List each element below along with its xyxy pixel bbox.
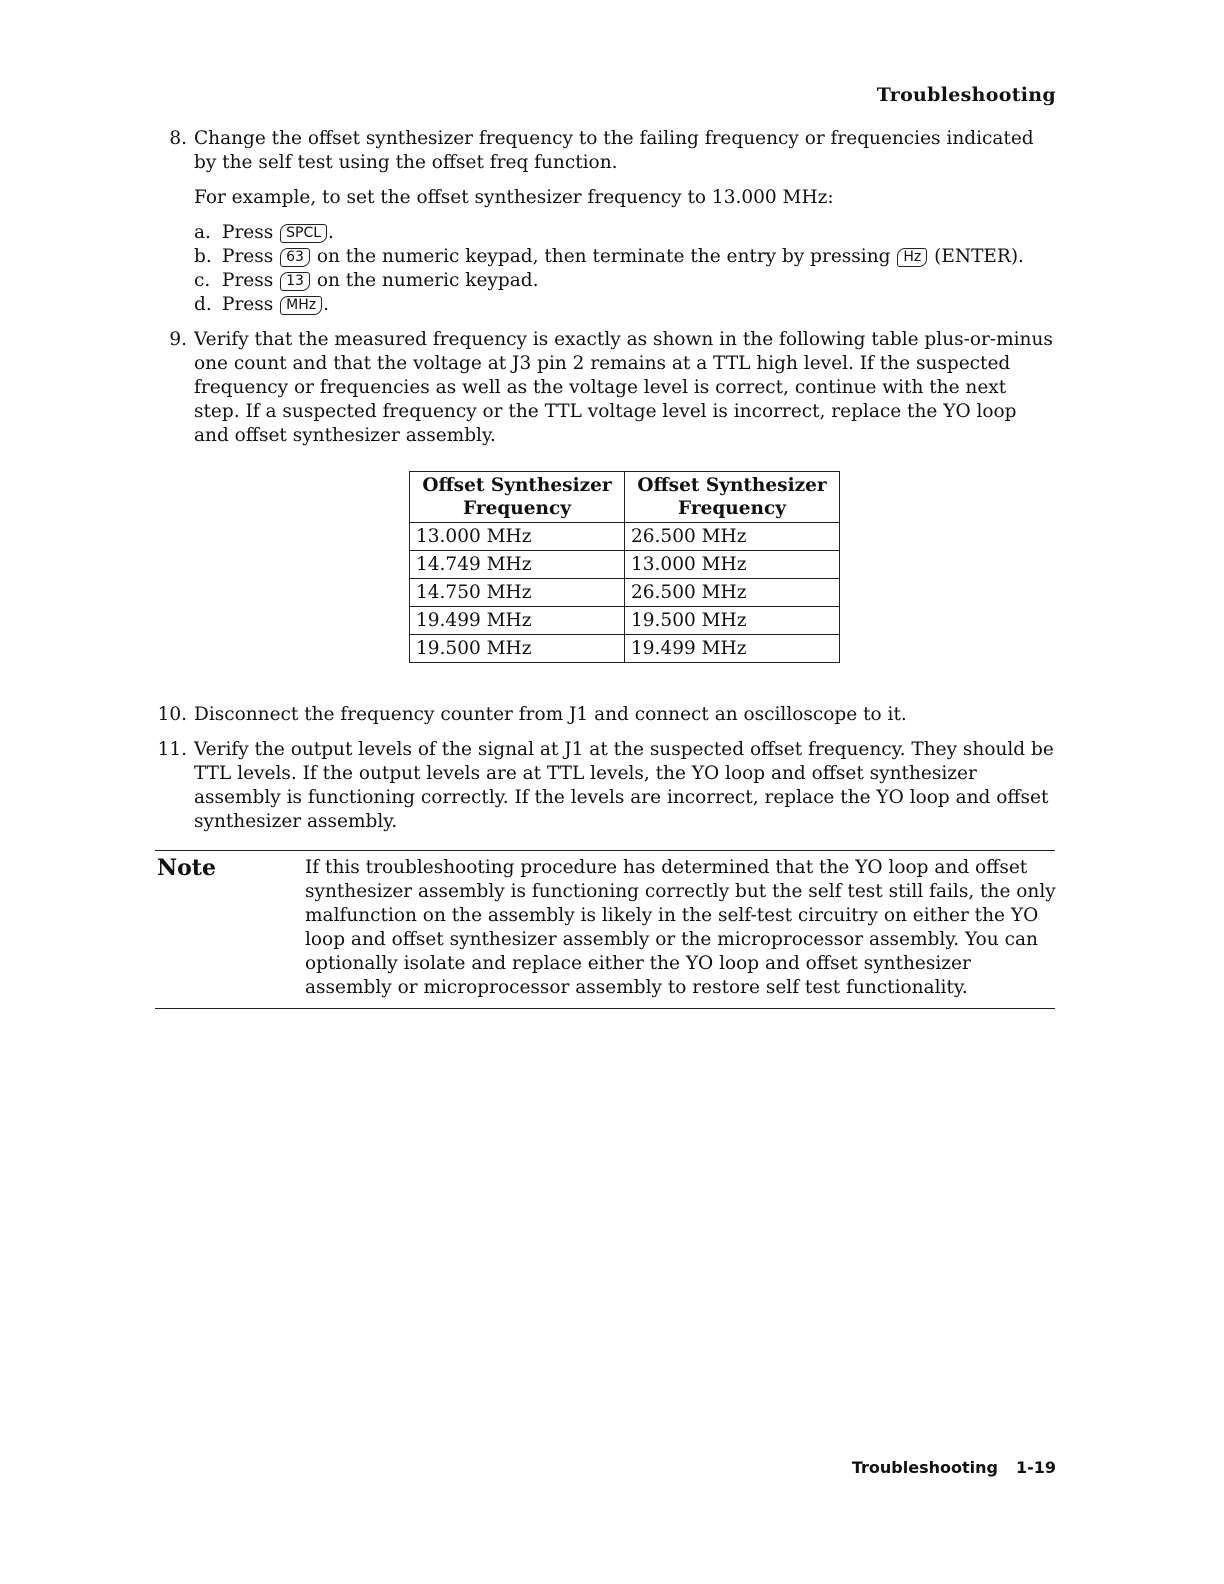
step-10 [155,703,1055,727]
table-row [410,579,840,607]
substep-b [194,245,1054,269]
table-cell: 19.500 MHz [625,607,840,635]
step-number: 8. [169,128,187,149]
table-cell: 19.499 MHz [625,635,840,663]
table-cell: 19.499 MHz [410,607,625,635]
table-cell: 14.749 MHz [410,551,625,579]
substep-text: Press [222,270,274,291]
table-row [410,523,840,551]
table-cell: 14.750 MHz [410,579,625,607]
substep-a [194,221,1054,245]
page-footer [852,1458,1056,1477]
hz-key: Hz [897,248,927,267]
note-bottom-rule [155,1008,1055,1009]
substep-text: (ENTER). [934,246,1024,267]
table-row [410,607,840,635]
table-cell: 26.500 MHz [625,579,840,607]
step-text: Verify the output levels of the signal at J1 at the suspected offset frequency. They should be TTL levels. If the output levels are at TTL levels, the YO loop and offset synthesizer assembly is functioning correctly. If the levels are incorrect, replace the YO loop and offset synthesizer assembly. [194,739,1054,832]
substep-letter: a. [194,222,211,243]
table-cell: 13.000 MHz [410,523,625,551]
substep-d [194,293,1054,317]
step-8 [155,127,1055,175]
step-11 [155,738,1055,834]
step-9 [155,328,1055,448]
page-number: 1-19 [1015,1458,1056,1477]
substep-text: on the numeric keypad. [316,270,539,291]
step-text: Change the offset synthesizer frequency to the failing frequency or frequencies indicated by the self test using the offset freq function. [194,128,1034,173]
substep-text: on the numeric keypad, then terminate the entry by pressing [316,246,891,267]
table-cell: 19.500 MHz [410,635,625,663]
step-text: Disconnect the frequency counter from J1 and connect an oscilloscope to it. [194,704,907,725]
footer-section: Troubleshooting [851,1458,998,1477]
column-header: Offset Synthesizer Frequency [410,472,625,523]
example-text: For example, to set the offset synthesizer frequency to 13.000 MHz: [194,187,834,208]
step-text: Verify that the measured frequency is exactly as shown in the following table plus-or-minus one count and that the voltage at J3 pin 2 remains at a TTL high level. If the suspected frequency or frequencies as well as the voltage level is correct, continue with the next step. If a suspected frequency or the TTL voltage level is incorrect, replace the YO loop and offset synthesizer assembly. [194,329,1053,446]
substep-letter: d. [194,294,212,315]
mhz-key: MHz [280,296,322,315]
table-header-row [410,472,840,523]
step-number: 9. [169,329,187,350]
substep-text: . [323,294,329,315]
frequency-table [409,471,840,663]
step-8-example [155,186,1055,210]
column-header: Offset Synthesizer Frequency [625,472,840,523]
substep-text: Press [222,222,274,243]
step-number: 10. [157,704,187,725]
substep-text: . [328,222,334,243]
note-top-rule [155,850,1055,851]
note-text: If this troubleshooting procedure has determined that the YO loop and offset synthesizer assembly is functioning correctly but the self test still fails, the only malfunction on the assembly is likely in the self-test circuitry on either the YO loop and offset synthesizer assembly or the microprocessor assembly. You can optionally isolate and replace either the YO loop and offset synthesizer assembly or microprocessor assembly to restore self test functionality. [305,857,1056,998]
note-label: Note [157,855,216,881]
substep-text: Press [222,294,274,315]
table-cell: 13.000 MHz [625,551,840,579]
running-header: Troubleshooting [876,84,1056,106]
substep-list [194,221,1054,317]
substep-text: Press [222,246,274,267]
substep-letter: c. [194,270,211,291]
table-cell: 26.500 MHz [625,523,840,551]
substep-letter: b. [194,246,212,267]
spcl-key: SPCL [280,224,327,243]
table-row [410,635,840,663]
key-63: 63 [280,248,310,267]
table-row [410,551,840,579]
key-13: 13 [280,272,310,291]
substep-c [194,269,1054,293]
step-number: 11. [157,739,187,760]
